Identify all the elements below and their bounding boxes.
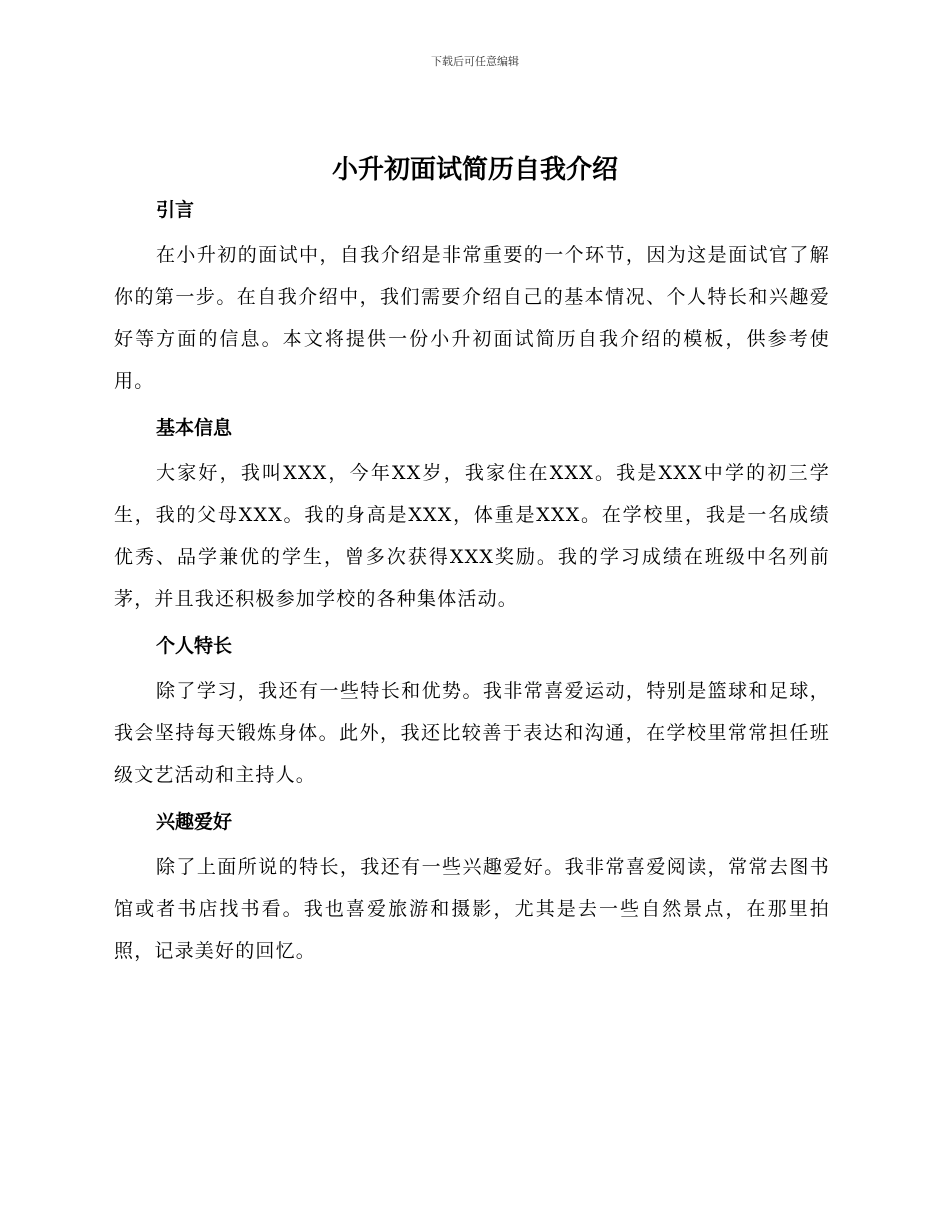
page-header-note: 下载后可任意编辑 [431,55,519,68]
section-hobbies [114,806,830,972]
document-body [114,194,830,982]
document-title: 小升初面试简历自我介绍 [331,155,618,185]
section-paragraph: 除了学习，我还有一些特长和优势。我非常喜爱运动，特别是篮球和足球，我会坚持每天锻炼身体。此外，我还比较善于表达和沟通，在学校里常常担任班级文艺活动和主持人。 [114,680,830,786]
section-paragraph: 大家好，我叫XXX，今年XX岁，我家住在XXX。我是XXX中学的初三学生，我的父母XXX。我的身高是XXX，体重是XXX。在学校里，我是一名成绩优秀、品学兼优的学生，曾多次获得XXX奖励。我的学习成绩在班级中名列前茅，并且我还积极参加学校的各种集体活动。 [114,462,830,610]
section-heading: 引言 [156,199,195,221]
section-heading: 兴趣爱好 [156,811,233,833]
section-introduction [114,194,830,402]
section-paragraph: 在小升初的面试中，自我介绍是非常重要的一个环节，因为这是面试官了解你的第一步。在自我介绍中，我们需要介绍自己的基本情况、个人特长和兴趣爱好等方面的信息。本文将提供一份小升初面试简历自我介绍的模板，供参考使用。 [114,244,830,392]
section-heading: 个人特长 [156,635,233,657]
section-basic-info [114,412,830,620]
section-heading: 基本信息 [156,417,233,439]
section-personal-strengths [114,630,830,796]
section-paragraph: 除了上面所说的特长，我还有一些兴趣爱好。我非常喜爱阅读，常常去图书馆或者书店找书看。我也喜爱旅游和摄影，尤其是去一些自然景点，在那里拍照，记录美好的回忆。 [114,856,830,962]
